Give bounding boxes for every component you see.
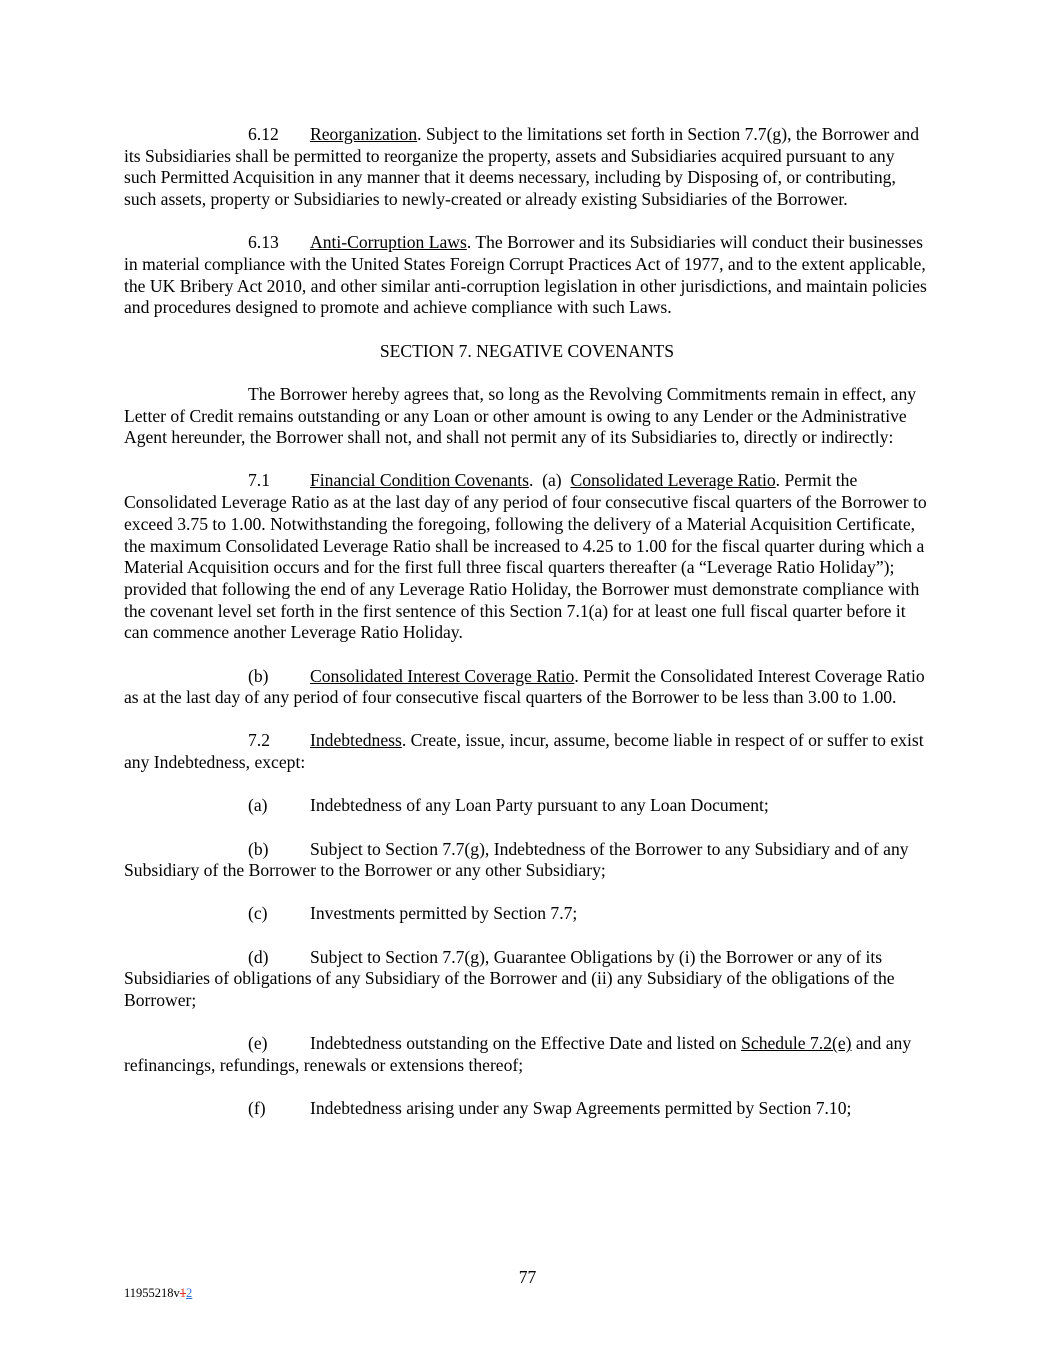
list-text: Indebtedness arising under any Swap Agreements permitted by Section 7.10; [310, 1098, 852, 1119]
list-label: (f) [248, 1098, 266, 1119]
section-6-12 [124, 124, 930, 211]
section-text: . Subject to the limitations set forth in Section 7.7(g), the Borrower and its Subsidiaries shall be permitted to reorganize the property, assets and Subsidiaries acquired pursuant to any such Permitted Acquisition in any manner that it deems necessary, including by Disposing of, or contributing, such assets, property or Subsidiaries to newly-created or already existing Subsidiaries of the Borrower. [124, 124, 919, 210]
section-text: . Permit the Consolidated Interest Coverage Ratio as at the last day of any period of four consecutive fiscal quarters of the Borrower to be less than 3.00 to 1.00. [124, 665, 925, 708]
list-text: Indebtedness of any Loan Party pursuant to any Loan Document; [310, 795, 769, 816]
section-text: . Permit the Consolidated Leverage Ratio as at the last day of any period of four consecutive fiscal quarters of the Borrower to exceed 3.75 to 1.00. Notwithstanding the foregoing, following the delivery of a Material Acquisition Certificate, the maximum Consolidated Leverage Ratio shall be increased to 4.25 to 1.00 for the fiscal quarter during which a Material Acquisition occurs and for the first full three fiscal quarters thereafter (a “Leverage Ratio Holiday”); provided that following the end of any Leverage Ratio Holiday, the Borrower must demonstrate compliance with the covenant level set forth in the first sentence of this Section 7.1(a) for at least one full fiscal quarter before it can commence another Leverage Ratio Holiday. [124, 470, 927, 643]
section-title: Indebtedness [310, 730, 402, 751]
doc-id-inserted: 2 [186, 1286, 193, 1300]
list-label: (d) [248, 946, 269, 967]
list-item-e [124, 1033, 930, 1076]
section-7-heading: SECTION 7. NEGATIVE COVENANTS [379, 340, 675, 361]
list-label: (b) [248, 838, 269, 859]
list-item-f [124, 1098, 930, 1120]
section-number: 6.13 [248, 232, 279, 253]
section-title: Anti-Corruption Laws [310, 232, 467, 253]
list-item-b [124, 839, 930, 882]
list-text: Subject to Section 7.7(g), Indebtedness of the Borrower to any Subsidiary and of any Subsidiary of the Borrower to the Borrower or any other Subsidiary; [124, 838, 909, 881]
section-number: (b) [248, 665, 269, 686]
section-title: Consolidated Interest Coverage Ratio [310, 665, 575, 686]
section-7-1-b [124, 666, 930, 709]
list-text-before: Indebtedness outstanding on the Effective Date and listed on [310, 1033, 742, 1054]
section-7-1 [124, 470, 930, 644]
document-body [124, 124, 930, 1141]
section-number: 6.12 [248, 124, 279, 144]
list-label: (c) [248, 903, 268, 924]
section-text: . The Borrower and its Subsidiaries will conduct their businesses in material compliance with the United States Foreign Corrupt Practices Act of 1977, and to the extent applicable, the UK Bribery Act 2010, and other similar anti-corruption legislation in other jurisdictions, and maintain policies and procedures designed to promote and achieve compliance with such Laws. [124, 232, 927, 318]
section-7-2 [124, 730, 930, 773]
section-7-intro [124, 384, 930, 449]
section-mid: . (a) [528, 470, 571, 491]
list-item-d [124, 947, 930, 1012]
section-subtitle: Consolidated Leverage Ratio [570, 470, 776, 491]
list-text-after: and any refinancings, refundings, renewals or extensions thereof; [124, 1033, 912, 1075]
section-number: 7.2 [248, 730, 270, 751]
section-title: Reorganization [310, 124, 418, 144]
doc-id-base: 11955218v [124, 1286, 180, 1300]
list-label: (e) [248, 1033, 268, 1054]
section-number: 7.1 [248, 470, 270, 491]
list-item-a [124, 795, 930, 817]
schedule-reference: Schedule 7.2(e) [741, 1033, 852, 1054]
section-title: Financial Condition Covenants [310, 470, 529, 491]
list-item-c [124, 903, 930, 925]
section-text: . Create, issue, incur, assume, become liable in respect of or suffer to exist any Indebtedness, except: [124, 730, 924, 773]
document-id [124, 1286, 192, 1301]
list-text: Investments permitted by Section 7.7; [310, 903, 578, 924]
doc-id-deleted: 1 [179, 1286, 187, 1300]
list-label: (a) [248, 795, 268, 816]
intro-text: The Borrower hereby agrees that, so long as the Revolving Commitments remain in effect, any Letter of Credit remains outstanding or any Loan or other amount is owing to any Lender or the Administrative Agent hereunder, the Borrower shall not, and shall not permit any of its Subsidiaries to, directly or indirectly: [124, 383, 917, 448]
list-text: Subject to Section 7.7(g), Guarantee Obligations by (i) the Borrower or any of its Subsidiaries of obligations of any Subsidiary of the Borrower and (ii) any Subsidiary of the obligations of the Borrower; [124, 946, 895, 1011]
page-number: 77 [518, 1267, 537, 1287]
section-6-13 [124, 232, 930, 319]
